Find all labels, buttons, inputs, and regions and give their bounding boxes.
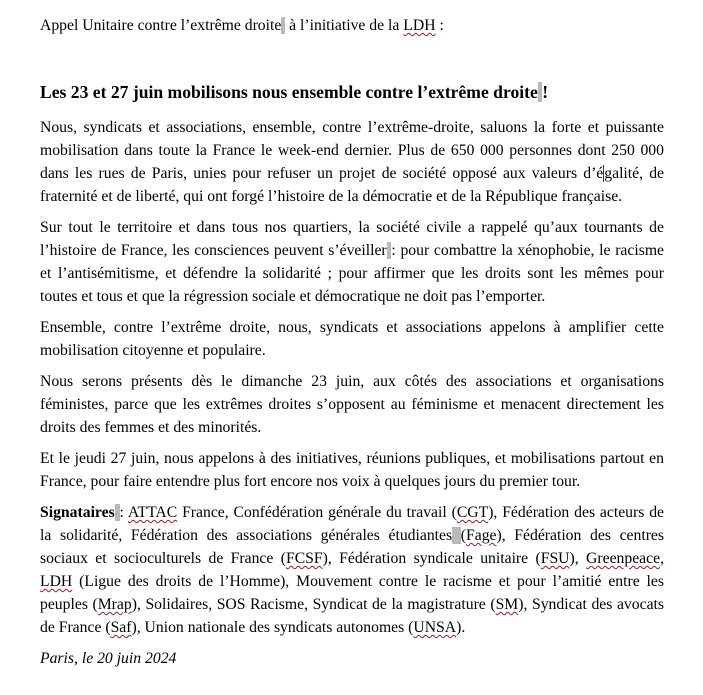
misspelled-word-unsa: UNSA <box>413 619 457 636</box>
closing-text: Paris, le 20 juin 2024 <box>40 650 177 667</box>
paragraph-text: Nous serons présents dès le dimanche 23 juin, aux côtés des associations et organisations féministes, parce que les extrêmes droites s’opposent au féminisme et menacent directement les droits des femmes et des minorités. <box>40 373 664 436</box>
paragraph-territoire <box>40 216 664 308</box>
signatories-text: (Ligue des droits de l’Homme), Mouvement contre le racisme et pour l’amitié entre les peuples ( <box>40 573 664 613</box>
signatories-text: ), <box>569 550 587 567</box>
misspelled-word-sm: SM <box>495 596 519 613</box>
misspelled-word-greenpeace: Greenpeace <box>586 550 661 567</box>
misspelled-word-fage: Fage <box>466 527 497 544</box>
paragraph-text: Ensemble, contre l’extrême droite, nous, syndicats et associations appelons à amplifier cette mobilisation citoyenne et populaire. <box>40 319 664 359</box>
misspelled-word-saf: Saf <box>110 619 132 636</box>
misspelled-word-ldh: LDH <box>40 573 73 590</box>
header-text: à l’initiative de la <box>285 17 404 34</box>
text-cursor: galité, de fraternité et de liberté, qui ont forgé l’histoire de la démocratie et de la République française. <box>40 165 664 205</box>
signatories-text: ). <box>456 619 466 636</box>
misspelled-word-attac: ATTAC <box>127 504 178 521</box>
nbsp-highlight-mark <box>452 527 461 544</box>
paragraph-27-juin <box>40 447 664 493</box>
header-text: : <box>435 17 444 34</box>
signatories-text: ), Solidaires, SOS Racisme, Syndicat de la magistrature ( <box>131 596 496 613</box>
signatories-text: : <box>119 504 128 521</box>
document-title <box>40 80 664 104</box>
header-line <box>40 14 664 37</box>
misspelled-word-fsu: FSU <box>540 550 570 567</box>
misspelled-word-cgt: CGT <box>456 504 489 521</box>
title-text: Les 23 et 27 juin mobilisons nous ensemble contre l’extrême droite <box>40 82 538 102</box>
signatories-text: ), Union nationale des syndicats autonomes ( <box>131 619 414 636</box>
paragraph-ensemble <box>40 316 664 362</box>
paragraph-text: Sur tout le territoire et dans tous nos quartiers, la société civile a rappelé qu’aux tournants de l’histoire de France, les consciences peuvent s’éveiller <box>40 219 664 259</box>
paragraph-text: Et le jeudi 27 juin, nous appelons à des initiatives, réunions publiques, et mobilisations partout en France, pour faire entendre plus fort encore nos voix à quelques jours du premier tour. <box>40 450 664 490</box>
header-text: Appel Unitaire contre l’extrême droite <box>40 17 282 34</box>
signatories-text: ), Syndicat des avocats de France ( <box>40 596 664 636</box>
closing-dateline <box>40 647 664 670</box>
misspelled-word-ldh: LDH <box>403 17 436 34</box>
signatories-text: France, Confédération générale du travail ( <box>177 504 457 521</box>
signatories-text: ), Fédération des centres sociaux et socioculturels de France ( <box>40 527 664 567</box>
signatories-text: ), Fédération des acteurs de la solidarité, Fédération des associations générales étudiantes <box>40 504 664 544</box>
paragraph-text: Nous, syndicats et associations, ensemble, contre l’extrême-droite, saluons la forte et puissante mobilisation dans toute la France le week-end dernier. Plus de 650 000 personnes dont 250 000 dans les rues de Paris, unies pour refuser un projet de société opposé aux valeurs d’é <box>40 119 664 182</box>
misspelled-word-mrap: Mrap <box>97 596 132 613</box>
paragraph-signatories <box>40 501 664 639</box>
signatories-text: ), Fédération syndicale unitaire ( <box>322 550 541 567</box>
misspelled-word-fcsf: FCSF <box>285 550 323 567</box>
signatories-label: Signataires <box>40 504 115 521</box>
signatories-text: , <box>660 550 664 567</box>
signatories-text: ( <box>460 527 466 544</box>
paragraph-text: : pour combattre la xénophobie, le racisme et l’antisémitisme, et défendre la solidarité ; pour affirmer que les droits sont les mêmes pour toutes et tous et que la régression sociale et démocratique ne doit pas l’emporter. <box>40 242 664 305</box>
paragraph-23-juin <box>40 370 664 439</box>
paragraph-mobilisation <box>40 116 664 208</box>
title-exclamation: ! <box>542 82 549 102</box>
